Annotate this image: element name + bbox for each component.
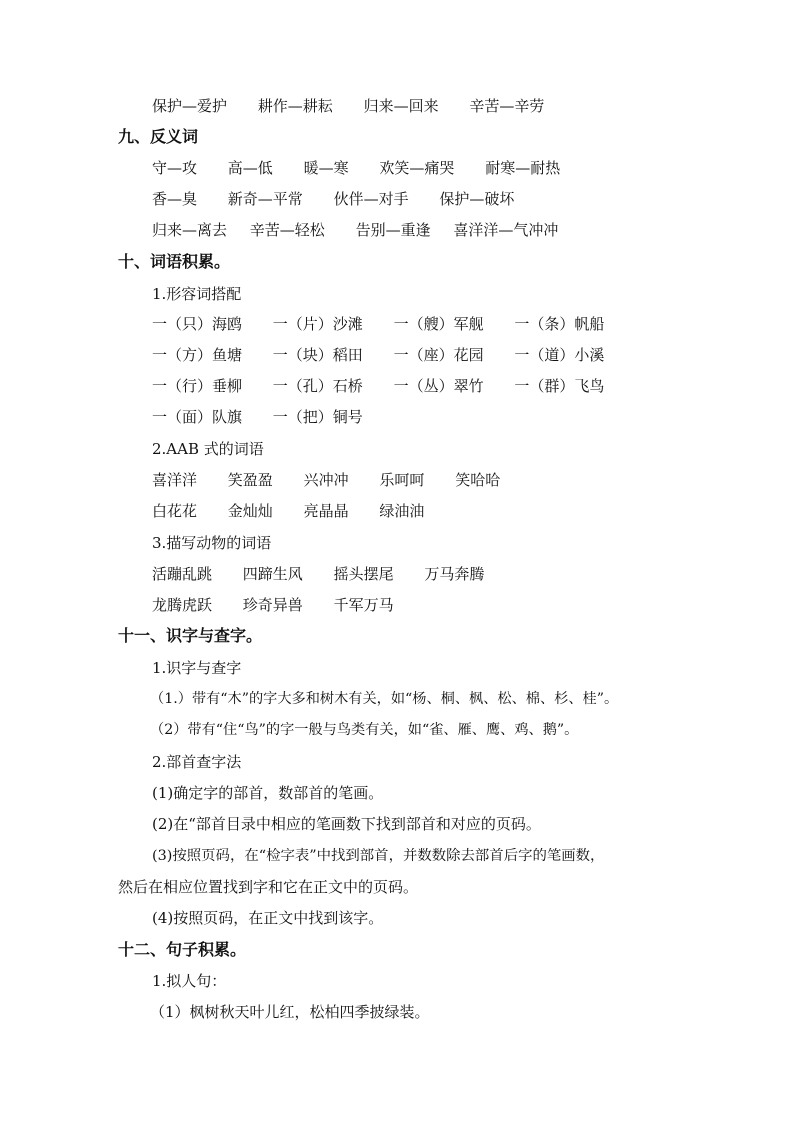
subheading: 1.形容词搭配: [152, 285, 242, 303]
measure-phrase: 一（片）沙滩: [272, 315, 363, 333]
subheading: 2.部首查字法: [152, 753, 242, 771]
aab-word: 兴冲冲: [303, 471, 349, 489]
paragraph: （1.）带有“木”的字大多和树木有关，如“杨、桐、枫、松、棉、杉、桂”。: [150, 691, 619, 707]
measure-phrase: 一（艘）军舰: [393, 315, 484, 333]
animal-word-row: [152, 560, 484, 588]
word-pair: 归来—回来: [363, 97, 439, 115]
measure-phrase: 一（孔）石桥: [272, 377, 363, 395]
word-pair: 辛苦—辛劳: [469, 97, 545, 115]
section-heading-sentences: 十二、句子积累。: [118, 940, 247, 959]
animal-word-row: [152, 591, 394, 619]
aab-word: 白花花: [152, 502, 198, 520]
antonym-row: [152, 154, 560, 182]
word-pair: 告别—重逢: [355, 221, 431, 239]
measure-phrase: 一（座）花园: [393, 346, 484, 364]
aab-word: 金灿灿: [227, 502, 273, 520]
idiom: 摇头摆尾: [333, 565, 394, 583]
measure-phrase: 一（群）飞鸟: [514, 377, 605, 395]
measure-word-row: [152, 372, 604, 400]
measure-phrase: 一（丛）翠竹: [393, 377, 484, 395]
word-pair: 保护—破坏: [439, 190, 515, 208]
idiom: 万马奔腾: [424, 565, 485, 583]
measure-phrase: 一（块）稻田: [272, 346, 363, 364]
word-pair: 喜洋洋—气冲冲: [453, 221, 559, 239]
aab-word: 喜洋洋: [152, 471, 198, 489]
section-heading-antonyms: 九、反义词: [118, 127, 199, 146]
idiom: 珍奇异兽: [242, 596, 303, 614]
word-pair: 伙伴—对手: [333, 190, 409, 208]
antonym-row: [152, 216, 558, 244]
section-heading-vocabulary: 十、词语积累。: [118, 252, 231, 271]
step: (4)按照页码，在正文中找到该字。: [152, 909, 384, 927]
aab-word-row: [152, 466, 500, 494]
measure-word-row: [152, 403, 363, 431]
subheading: 1.拟人句：: [152, 972, 227, 990]
word-pair: 归来—离去: [152, 221, 228, 239]
word-pair: 辛苦—轻松: [249, 221, 325, 239]
word-pair: 保护—爱护: [152, 97, 228, 115]
step: (1)确定字的部首，数部首的笔画。: [152, 784, 384, 802]
idiom: 活蹦乱跳: [152, 565, 213, 583]
word-pair: 耐寒—耐热: [485, 159, 561, 177]
measure-phrase: 一（道）小溪: [514, 346, 605, 364]
paragraph: （2）带有“住“鸟”的字一般与鸟类有关，如“雀、雁、鹰、鸡、鹅”。: [150, 722, 579, 738]
subheading: 1.识字与查字: [152, 659, 242, 677]
aab-word: 笑盈盈: [227, 471, 273, 489]
aab-word: 绿油油: [379, 502, 425, 520]
measure-phrase: 一（行）垂柳: [152, 377, 243, 395]
word-pair: 高—低: [227, 159, 273, 177]
aab-word: 亮晶晶: [303, 502, 349, 520]
word-pair: 耕作—耕耘: [257, 97, 333, 115]
word-pair: 守—攻: [152, 159, 198, 177]
word-pair: 新奇—平常: [227, 190, 303, 208]
measure-phrase: 一（把）铜号: [272, 408, 363, 426]
paragraph: （1）枫树秋天叶儿红，松柏四季披绿装。: [150, 1003, 430, 1021]
idiom: 千军万马: [333, 596, 394, 614]
aab-word: 笑哈哈: [455, 471, 501, 489]
word-pair: 暖—寒: [303, 159, 349, 177]
idiom: 龙腾虎跃: [152, 596, 213, 614]
aab-word-row: [152, 497, 424, 525]
subheading: 3.描写动物的词语: [152, 534, 272, 552]
step: (2)在“部首目录中相应的笔画数下找到部首和对应的页码。: [152, 815, 541, 833]
measure-phrase: 一（条）帆船: [514, 315, 605, 333]
step-continuation: 然后在相应位置找到字和它在正文中的页码。: [118, 878, 419, 896]
measure-word-row: [152, 341, 604, 369]
subheading: 2.AAB 式的词语: [152, 440, 264, 458]
step: (3)按照页码，在“检字表”中找到部首，并数数除去部首后字的笔画数，: [152, 848, 605, 864]
idiom: 四蹄生风: [242, 565, 303, 583]
synonym-row: [152, 92, 544, 120]
measure-phrase: 一（只）海鸥: [152, 315, 243, 333]
word-pair: 香—臭: [152, 190, 198, 208]
section-heading-characters: 十一、识字与查字。: [118, 626, 263, 645]
antonym-row: [152, 185, 514, 213]
measure-phrase: 一（面）队旗: [152, 408, 243, 426]
word-pair: 欢笑—痛哭: [379, 159, 455, 177]
aab-word: 乐呵呵: [379, 471, 425, 489]
measure-word-row: [152, 310, 604, 338]
measure-phrase: 一（方）鱼塘: [152, 346, 243, 364]
